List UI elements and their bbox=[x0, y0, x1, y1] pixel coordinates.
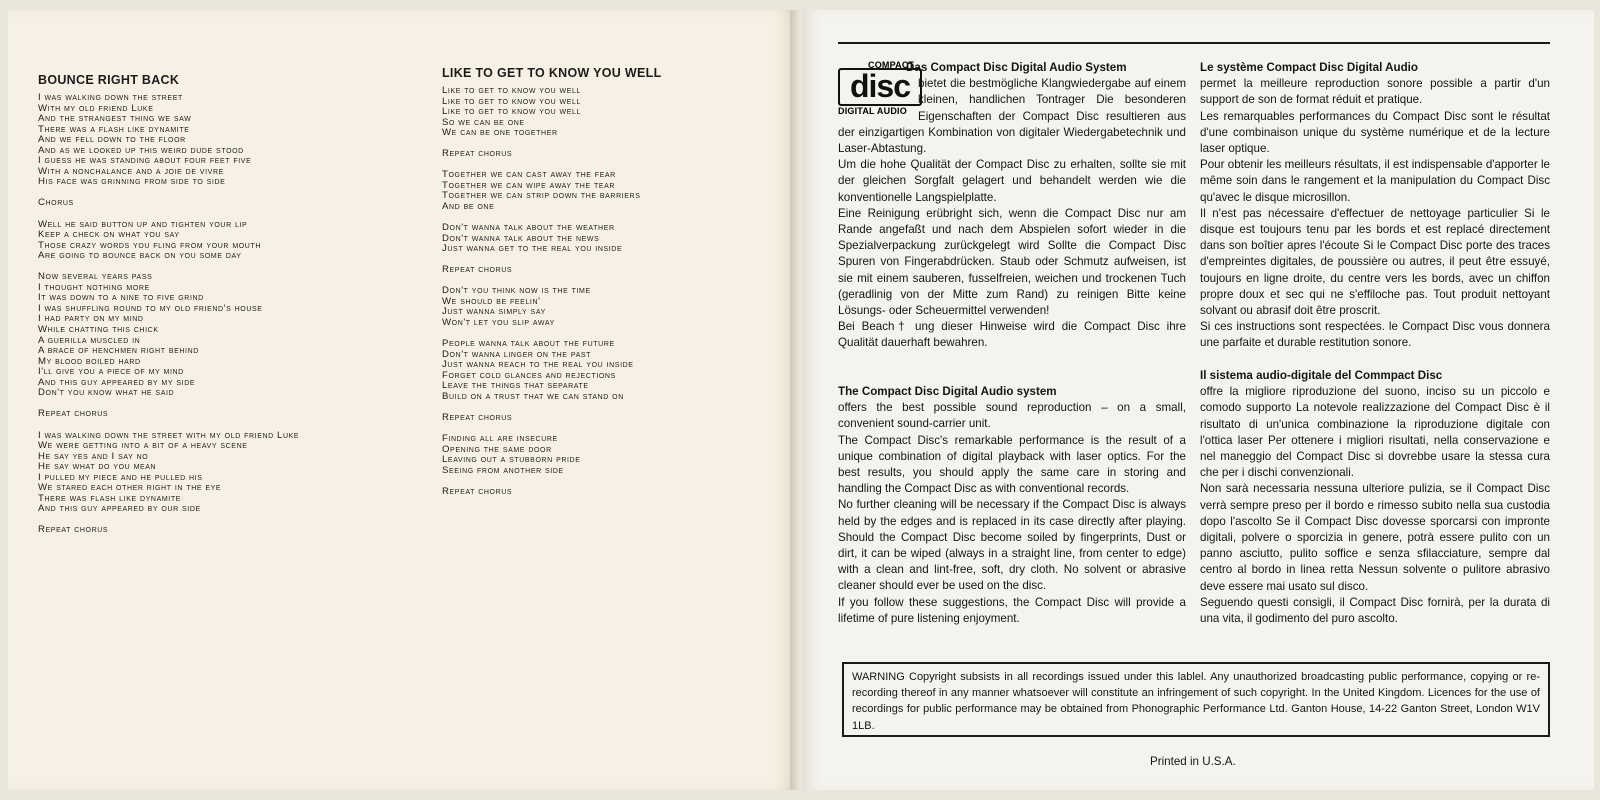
lyric-line: I guess he was standing about four feet five bbox=[38, 155, 252, 167]
lyric-line: My blood boiled hard bbox=[38, 355, 141, 367]
lyric-line: We were getting into a bit of a heavy scene bbox=[38, 440, 248, 452]
lyrics-like-to-get-to-know-you-well bbox=[442, 66, 662, 497]
lyric-line: Like to get to know you well bbox=[442, 106, 581, 118]
lyric-line: Keep a check on what you say bbox=[38, 229, 180, 241]
lyric-line: Now several years pass bbox=[38, 271, 153, 283]
printed-in-note: Printed in U.S.A. bbox=[1150, 755, 1236, 768]
lyric-line: I was shuffling round to my old friend's house bbox=[38, 302, 263, 314]
copyright-warning-box: WARNING Copyright subsists in all recordings issued under this lablel. Any unauthorized broadcasting public performance, copying or re-recording thereof in any manner whatsoever will constitute an infringement of such copyright. In the United Kingdom. Licences for the use of recordings for public performance may be obtained from Phonographic Performance Ltd. Ganton House, 14-22 Ganton Street, London W1V 1LB. bbox=[842, 662, 1550, 737]
lyric-line: Leave the things that separate bbox=[442, 380, 589, 392]
lyric-line: And this guy appeared by my side bbox=[38, 376, 196, 388]
lyric-line: Won't let you slip away bbox=[442, 317, 555, 329]
paragraph: Um die hohe Qualität der Compact Disc zu erhalten, sollte sie mit der gleichen Sorgfalt gelagert und behandelt werden wie die konventionelle Langspielplatte. bbox=[838, 158, 1186, 204]
english-body bbox=[838, 400, 1186, 627]
lyrics-bounce-right-back bbox=[38, 73, 299, 536]
lyric-line: We can be one together bbox=[442, 127, 558, 139]
lyric-line: A brace of henchmen right behind bbox=[38, 345, 199, 357]
song-title: BOUNCE RIGHT BACK bbox=[38, 73, 180, 87]
lyric-line: Together we can strip down the barriers bbox=[442, 190, 641, 202]
french-title: Le système Compact Disc Digital Audio bbox=[1200, 61, 1418, 74]
french-section bbox=[1200, 60, 1550, 352]
lyric-line: I was walking down the street with my old friend Luke bbox=[38, 429, 300, 441]
lyric-line: Just wanna simply say bbox=[442, 306, 546, 318]
lyric-line: I pulled my piece and he pulled his bbox=[38, 471, 203, 483]
lyric-line: Like to get to know you well bbox=[442, 95, 581, 107]
lyric-line: Leaving out a stubborn pride bbox=[442, 454, 581, 466]
lyric-line: Like to get to know you well bbox=[442, 85, 581, 96]
french-body bbox=[1200, 76, 1550, 351]
paragraph: If you follow these suggestions, the Compact Disc will provide a lifetime of pure listening enjoyment. bbox=[838, 595, 1186, 625]
german-section bbox=[838, 60, 1186, 352]
lyric-line: With a nonchalance and a joie de vivre bbox=[38, 165, 224, 177]
stanza-gap bbox=[38, 209, 299, 220]
lyric-line: And this guy appeared by our side bbox=[38, 503, 201, 515]
paragraph: The Compact Disc's remarkable performance is the result of a unique combination of digital playback with laser optics. For the best results, you should apply the same care in storing and handling the Compact Disc as with conventional records. bbox=[838, 433, 1186, 496]
lyric-line: I thought nothing more bbox=[38, 281, 150, 293]
english-section bbox=[838, 384, 1186, 627]
english-title: The Compact Disc Digital Audio system bbox=[838, 385, 1057, 398]
italian-title: Il sistema audio-digitale del Commpact Disc bbox=[1200, 369, 1443, 382]
german-body bbox=[838, 76, 1186, 351]
lyric-line: He say what do you mean bbox=[38, 461, 157, 473]
lyric-line: There was flash like dynamite bbox=[38, 492, 181, 504]
stanza-gap bbox=[38, 188, 299, 199]
lyric-line: With my old friend Luke bbox=[38, 102, 154, 114]
lyric-line: Just wanna get to the real you inside bbox=[442, 243, 623, 255]
song-lines bbox=[38, 93, 299, 536]
paragraph: Eine Reinigung erübright sich, wenn die Compact Disc nur am Rande angefaßt und nach dem Abspielen sofort wieder in die Spezialverpackung zurückgelegt wird Sollte die Compact Disc Spuren von Fingerabdrücken. Staub oder Schmutz aufweisen, ist sie mit einem sauberen, fusselfreien, weichen und trockenen Tuch (geradlinig von der Mitte zum Rand) zu reinigen Bitte keine Lösungs- oder Scheuermittel verwenden! bbox=[838, 206, 1186, 318]
lyric-line: I was walking down the street bbox=[38, 92, 183, 103]
lyric-line: Finding all are insecure bbox=[442, 433, 558, 445]
lyric-line: Opening the same door bbox=[442, 443, 552, 455]
paragraph: permet la meilleure reproduction sonore possible a partir d'un support de son de format réduit et pratique. bbox=[1200, 77, 1550, 107]
lyric-line: Don't wanna talk about the weather bbox=[442, 222, 615, 234]
lyric-line: Together we can cast away the fear bbox=[442, 169, 616, 181]
lyric-line: Repeat chorus bbox=[442, 264, 513, 276]
logo-disc-mark: disc bbox=[838, 68, 922, 106]
lyric-line: And the strangest thing we saw bbox=[38, 113, 192, 125]
paragraph: Pour obtenir les meilleurs résultats, il est indispensable d'apporter le même soin dans le rangement et la manipulation du Compact Disc qu'avec le disque microsillon. bbox=[1200, 158, 1550, 204]
lyric-line: We should be feelin' bbox=[442, 295, 541, 307]
lyric-line: Repeat chorus bbox=[442, 411, 513, 423]
lyric-line: Repeat chorus bbox=[442, 485, 513, 497]
paragraph: offers the best possible sound reproduction – on a small, convenient sound-carrier unit. bbox=[838, 401, 1186, 431]
lyric-line: His face was grinning from side to side bbox=[38, 176, 226, 188]
lyric-line: Repeat chorus bbox=[442, 148, 513, 160]
lyric-line: And as we looked up this weird dude stood bbox=[38, 144, 244, 156]
paragraph: Les remarquables performances du Compact Disc sont le résultat d'une combinaison unique du système numérique et de la lecture laser optique. bbox=[1200, 109, 1550, 156]
paragraph: Seguendo questi consigli, il Compact Disc fornirà, per la durata di una vita, il godimento del puro ascolto. bbox=[1200, 595, 1550, 626]
lyric-line: Just wanna reach to the real you inside bbox=[442, 359, 634, 371]
song-title: LIKE TO GET TO KNOW YOU WELL bbox=[442, 66, 662, 80]
lyric-line: We stared each other right in the eye bbox=[38, 482, 222, 494]
lyric-line: While chatting this chick bbox=[38, 324, 159, 336]
lyric-line: There was a flash like dynamite bbox=[38, 123, 190, 135]
italian-section bbox=[1200, 368, 1550, 627]
lyric-line: People wanna talk about the future bbox=[442, 338, 615, 350]
stanza-gap bbox=[38, 420, 299, 431]
paragraph: Bei Beach† ung dieser Hinweise wird die Compact Disc ihre Qualität dauerhaft bewahren. bbox=[838, 320, 1186, 350]
lyric-line: Repeat chorus bbox=[38, 408, 109, 420]
lyric-line: Chorus bbox=[38, 197, 74, 209]
lyric-line: Well he said button up and tighten your lip bbox=[38, 218, 248, 230]
logo-digital-audio-text: DIGITAL AUDIO bbox=[838, 106, 907, 116]
paragraph: Il n'est pas nécessaire d'effectuer de nettoyage particulier Si le disque est toujours tenu par les bords et est replacé directement dans son boîtier apres l'écoute Si le Compact Disc porte des traces d'empreintes digitales, de poussière ou autres, il peut être essuyé, toujours en ligne droite, du centre vers les bords, avec un chiffon propre doux et sec qui ne s'effiloche pas. Tout produit nettoyant solvant ou abrasif doit être proscrit. bbox=[1200, 206, 1550, 318]
lyric-line: Forget cold glances and rejections bbox=[442, 369, 616, 381]
lyric-line: So we can be one bbox=[442, 116, 525, 128]
lyric-line: Don't wanna linger on the past bbox=[442, 348, 591, 360]
lyric-line: Don't wanna talk about the news bbox=[442, 232, 600, 244]
paragraph: Si ces instructions sont respectées. le Compact Disc vous donnera une parfaite et durable restitution sonore. bbox=[1200, 320, 1550, 350]
paragraph: Non sarà necessaria nessuna ulteriore pulizia, se il Compact Disc verrà sempre preso per il bordo e rimesso subito nella sua custodia dopo l'ascolto Se il Compact Disc dovesse sporcarsi con impronte digitali, polvere o sporcizia in genere, potrà essere pulito con un panno asciutto, pulito soffice e senza sfilacciature, sempre dal centro al bordo in linea retta Nessun solvente o pulitore abrasivo deve essere mai usato sul disco. bbox=[1200, 482, 1550, 593]
lyric-line: Those crazy words you fling from your mouth bbox=[38, 239, 261, 251]
lyric-line: Build on a trust that we can stand on bbox=[442, 390, 624, 402]
song-lines bbox=[442, 86, 662, 497]
logo-compact-text: COMPACT bbox=[868, 60, 915, 70]
german-title: Das Compact Disc Digital Audio System bbox=[906, 61, 1127, 74]
lyric-line: Seeing from another side bbox=[442, 464, 564, 476]
lyric-line: Don't you think now is the time bbox=[442, 285, 591, 297]
lyric-line: And be one bbox=[442, 201, 495, 213]
top-rule bbox=[838, 42, 1550, 44]
paragraph: No further cleaning will be necessary if the Compact Disc is always held by the edges and is replaced in its case directly after playing. Should the Compact Disc become soiled by fingerprints, Dust or dirt, it can be wiped (always in a straight line, from center to edge) with a clean and lint-free, soft, dry cloth. No solvent or abrasive cleaner should ever be used on the disc. bbox=[838, 498, 1186, 593]
lyric-line: Repeat chorus bbox=[38, 524, 109, 536]
paragraph: offre la migliore riproduzione del suono, inciso su un piccolo e comodo supporto La notevole realizzazione del Compact Disc è il risultato di un'unica combinazione la riproduzione digitale con l'ottica laser Per ottenere i migliori risultati, nella conservazione e nel maneggio del Compact Disc si dovrebbe usare la stessa cura che per i dischi convenzionali. bbox=[1200, 385, 1550, 480]
italian-body bbox=[1200, 384, 1550, 627]
lyric-line: Don't you know what he said bbox=[38, 387, 175, 399]
lyric-line: A guerilla muscled in bbox=[38, 334, 141, 346]
paragraph: bietet die bestmögliche Klangwiedergabe auf einem kleinen, handlichen Tontrager Die besonderen Eigenschaften der Compact Disc resultieren aus der einzigartigen Kombination von digitaler Wiedergabetechnik und Laser-Abtastung. bbox=[838, 77, 1186, 156]
lyric-line: And we fell down to the floor bbox=[38, 134, 186, 146]
lyric-line: It was down to a nine to five grind bbox=[38, 292, 204, 304]
lyric-line: I'll give you a piece of my mind bbox=[38, 366, 184, 378]
lyric-line: Are going to bounce back on you some day bbox=[38, 250, 242, 262]
logo-float-spacer bbox=[838, 76, 918, 116]
lyric-line: Together we can wipe away the tear bbox=[442, 179, 616, 191]
lyric-line: He say yes and I say no bbox=[38, 450, 149, 462]
lyric-line: I had party on my mind bbox=[38, 313, 144, 325]
